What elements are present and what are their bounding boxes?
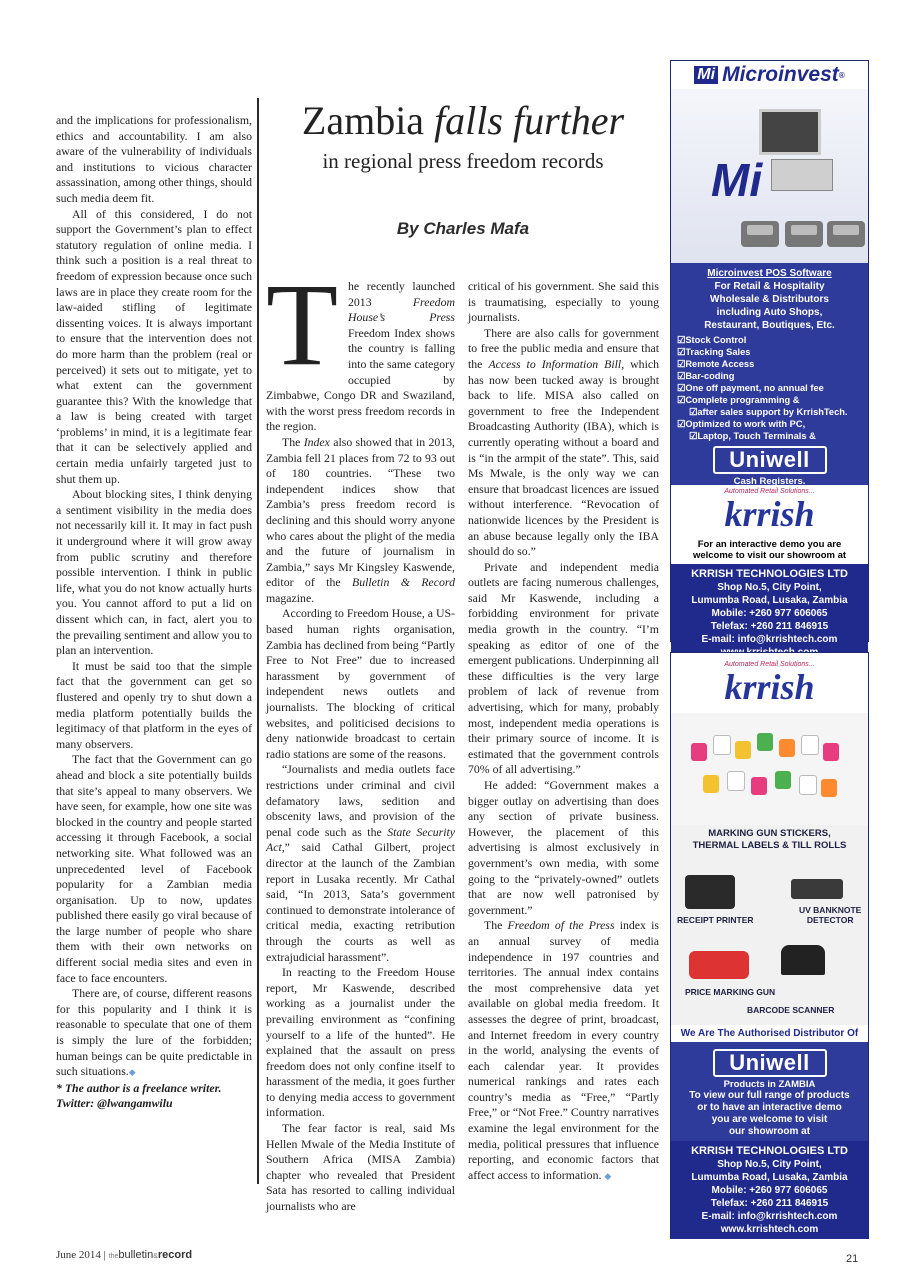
paragraph bbox=[266, 762, 455, 965]
feature-item: ☑ Tracking Sales bbox=[677, 346, 862, 358]
feature-item: ☑ Optimized to work with PC, bbox=[677, 418, 862, 430]
view-line: you are welcome to visit bbox=[711, 1114, 828, 1125]
page-footer bbox=[56, 1249, 192, 1261]
label-roll-icon bbox=[735, 741, 751, 759]
uv-detector-label bbox=[799, 905, 861, 925]
demo-line: welcome to visit our showroom at bbox=[692, 550, 847, 561]
text: “Journalists and media outlets face restrictions under criminal and civil defamatory laws, sedition and obscenity laws, and provision of the penal code such as the bbox=[266, 762, 455, 839]
paragraph: The fact that the Government can go ahead and block a site potentially builds that site’s appeal to many observers. We have seen, for example, how one site was blocked in the country and people started accessing it through Facebook, a social networking site. What followed was an unprecedented level of Facebook popularity for a Zambian media organisation. Up to now, updates published there easily go viral because of the large number of people who share them with their own networks on different social media sites and even in face to face encounters. bbox=[56, 752, 252, 985]
distributor-note: We Are The Authorised Distributor Of bbox=[671, 1025, 868, 1042]
pos-hardware-image bbox=[671, 89, 868, 263]
article-headline bbox=[270, 98, 656, 174]
barcode-scanner-icon bbox=[781, 945, 825, 975]
label-roll-icon bbox=[821, 779, 837, 797]
text-italic: Freedom House’s Press bbox=[348, 294, 455, 325]
ad-line: Wholesale & Distributors bbox=[710, 294, 829, 305]
text: also showed that in 2013, Zambia fell 21 places from 72 to 93 out of 180 countries. “These two independent indices show that Zambia’s press freedom record is declining and this should worry anyone who cares about the plight of the media and the future of journalism in Zambia,” says Mr Kingsley Kaswende, editor of the bbox=[266, 434, 456, 590]
feature-item: ☑ One off payment, no annual fee bbox=[677, 382, 862, 394]
author-twitter: Twitter: @lwangamwilu bbox=[56, 1096, 173, 1111]
receipt-printer-label: RECEIPT PRINTER bbox=[677, 915, 754, 925]
author-note bbox=[56, 1081, 252, 1112]
text: he recently launched 2013 bbox=[348, 279, 455, 309]
uniwell-logo: Uniwell bbox=[713, 1049, 827, 1077]
company-name: KRRISH TECHNOLOGIES LTD bbox=[691, 1145, 848, 1157]
caption-line: THERMAL LABELS & TILL ROLLS bbox=[692, 840, 847, 851]
website-link[interactable]: www.krrishtech.com bbox=[720, 1224, 819, 1235]
address-line: Shop No.5, City Point, bbox=[717, 582, 822, 593]
feature-item: ☑ Stock Control bbox=[677, 334, 862, 346]
article-column-1 bbox=[266, 259, 456, 1215]
uniwell-block bbox=[671, 1042, 868, 1141]
article-column-2 bbox=[468, 279, 659, 1184]
end-diamond-icon: ◆ bbox=[128, 1067, 136, 1078]
paragraph: and the implications for professionalism, ethics and accountability. I am also aware of the vulnerability of individuals and institutions to vicious character assassination, among other things, should such media deem fit. bbox=[56, 113, 252, 205]
pos-terminal-icon bbox=[741, 221, 779, 247]
krrish-tagline: Automated Retail Solutions... bbox=[724, 488, 815, 495]
label-roll-icon bbox=[775, 771, 791, 789]
address-line: Lumumba Road, Lusaka, Zambia bbox=[691, 595, 848, 606]
phone-telefax: Telefax: +260 211 846915 bbox=[710, 1198, 829, 1209]
issue-date: June 2014 bbox=[56, 1249, 101, 1261]
magazine-brand bbox=[109, 1249, 193, 1261]
paragraph: The fear factor is real, said Ms Hellen Mwale of the Media Institute of Southern Africa (MISA Zambia) chapter who revealed that President Sata has resorted to calling individual journalists who are bbox=[266, 1121, 455, 1214]
column-continued bbox=[56, 113, 252, 1112]
text: ” said Cathal Gilbert, project director at the launch of the Zambian report in Lusaka recently. Mr Cathal said, “In 2013, Sata’s government continued to demonstrate intolerance of critical media, exacting retribution through the courts as well as extrajudicial harassment”. bbox=[266, 840, 455, 964]
krrish-logo bbox=[671, 485, 868, 536]
paragraph: He added: “Government makes a bigger outlay on advertising than does any section of private business. However, the placement of this advertising is almost exclusively in government’s own media, with some going to the “privately-owned” outlets that are now well patronised by government.” bbox=[468, 778, 659, 917]
feature-item: ☑ Bar-coding bbox=[677, 370, 862, 382]
text: Freedom Index shows the country is falling into the same category occupied by Zimbabwe, Congo DR and Swaziland, with the worst press freedom records in the region. bbox=[266, 325, 455, 434]
address-line: Shop No.5, City Point, bbox=[717, 1159, 822, 1170]
text-italic: Bulletin & Record bbox=[352, 575, 455, 590]
feature-list bbox=[677, 334, 862, 442]
registered-mark: ® bbox=[838, 70, 845, 80]
text-italic: Freedom of the Press bbox=[507, 918, 615, 933]
label-roll-icon bbox=[691, 743, 707, 761]
brand-bulletin: bulletin bbox=[118, 1249, 154, 1261]
demo-line: For an interactive demo you are bbox=[697, 539, 842, 550]
label-roll-icon bbox=[727, 771, 745, 791]
uniwell-caption: Products in ZAMBIA bbox=[723, 1079, 816, 1090]
feature-item: ☑ Complete programming & bbox=[677, 394, 862, 406]
label-roll-icon bbox=[801, 735, 819, 755]
price-gun-icon bbox=[689, 951, 749, 979]
pos-terminal-icon bbox=[785, 221, 823, 247]
drop-cap: T bbox=[266, 259, 339, 390]
text-italic: State Security Act, bbox=[266, 824, 455, 855]
feature-item: ☑ Remote Access bbox=[677, 358, 862, 370]
labels-caption bbox=[671, 825, 868, 855]
paragraph: All of this considered, I do not support the Government’s plan to effect statutory regulation of online media. I think such a position is a real threat to freedom of expression because once such laws are in place they create room for the law-aided stifling of legitimate dissenting voices. It is always important to ensure that the intervention does not do more harm than the problem (real or perceived) it sets out to mitigate, yet to what extent can the government guarantee this? With the knowledge that a law is being created with target ‘problems’ in mind, it is a legitimate fear that it can be selectively applied and certain media unfairly targeted just to shut them up. bbox=[56, 206, 252, 486]
label-roll-icon bbox=[713, 735, 731, 755]
interactive-demo-note bbox=[671, 536, 868, 564]
barcode-scanner-label: BARCODE SCANNER bbox=[747, 1005, 835, 1015]
label-roll-icon bbox=[823, 743, 839, 761]
phone-mobile: Mobile: +260 977 606065 bbox=[711, 608, 828, 619]
paragraph: In reacting to the Freedom House report, Mr Kaswende, described working as a journalist under the prevailing environment as “confining yourself to a life of the hunted”. He explained that the assault on press freedom does not only confine itself to harassment of the media, it goes further to denying media access to government information. bbox=[266, 965, 455, 1120]
pos-terminal-icon bbox=[827, 221, 865, 247]
headline-main bbox=[270, 98, 656, 144]
uniwell-logo: Uniwell bbox=[713, 446, 827, 474]
microinvest-features bbox=[671, 263, 868, 485]
brand-record: record bbox=[157, 1249, 193, 1261]
uv-line: DETECTOR bbox=[806, 915, 854, 925]
brand-amp: & bbox=[153, 1253, 158, 1260]
paragraph-text: There are, of course, different reasons for this popularity and I think it is reasonable to speculate that one of them is simply the lure of the forbidden; human beings can be quite predictable in such situations. bbox=[56, 986, 252, 1079]
end-diamond-icon: ◆ bbox=[604, 1170, 612, 1181]
company-name: KRRISH TECHNOLOGIES LTD bbox=[691, 568, 848, 580]
ad-line: For Retail & Hospitality bbox=[714, 281, 825, 292]
paragraph: It must be said too that the simple fact that the government can get so flustered and openly try to shut down a media platform potentially builds the legitimacy of that platform in the eyes of many observers. bbox=[56, 658, 252, 751]
address-line: Lumumba Road, Lusaka, Zambia bbox=[691, 1172, 848, 1183]
paragraph bbox=[266, 259, 455, 435]
view-line: To view our full range of products bbox=[689, 1090, 850, 1101]
label-roll-icon bbox=[779, 739, 795, 757]
text: The bbox=[484, 918, 508, 933]
ad-line: including Auto Shops, bbox=[716, 307, 823, 318]
contact-block bbox=[671, 1141, 868, 1239]
contact-block bbox=[671, 564, 868, 662]
krrish-wordmark: krrish bbox=[724, 666, 815, 707]
text: , which has now been tucked away is brought back to life. MISA also called on government to free the Independent Broadcasting Authority (IBA), which is currently operating without a board and is “in the armpit of the state”. This, said Ms Mwale, is the only way we can ensure that broadcast licences are issued without interference. “Revocation of nationwide licences by the President is an abuse because legally only the IBA should do so.” bbox=[468, 356, 659, 559]
label-rolls-image bbox=[671, 713, 868, 825]
paragraph: Private and independent media outlets are facing numerous challenges, said Mr Kaswende, including a forbidding environment for private media growth in the country. “I’m speaking as editor of one of the emergent publications. Underpinning all these difficulties is the very large problem of lack of revenue from advertising, which for many, probably most, independent media operations is their primary source of income. It is estimated that the government controls 70% of all advertising.” bbox=[468, 559, 659, 777]
feature-item-continued: ☑ Laptop, Touch Terminals & bbox=[677, 430, 862, 442]
paragraph bbox=[56, 986, 252, 1081]
caption-line: MARKING GUN STICKERS, bbox=[708, 828, 831, 839]
equipment-image bbox=[671, 855, 868, 1025]
krrish-logo bbox=[671, 653, 868, 713]
paragraph bbox=[468, 918, 659, 1184]
receipt-printer-icon bbox=[685, 875, 735, 909]
cash-drawer-icon bbox=[771, 159, 833, 191]
krrish-tagline: Automated Retail Solutions... bbox=[724, 660, 815, 668]
headline-text: Zambia bbox=[301, 98, 435, 143]
label-roll-icon bbox=[751, 777, 767, 795]
krrish-products-ad bbox=[670, 652, 869, 1239]
paragraph bbox=[266, 435, 455, 607]
brand-the: the bbox=[108, 1253, 119, 1260]
label-roll-icon bbox=[757, 733, 773, 751]
microinvest-logo bbox=[671, 61, 868, 89]
mi-logo-large: Mi bbox=[711, 154, 763, 206]
krrish-wordmark: krrish bbox=[724, 494, 815, 534]
uv-line: UV BANKNOTE bbox=[799, 905, 862, 915]
label-roll-icon bbox=[703, 775, 719, 793]
text: The bbox=[282, 434, 304, 449]
ad-title: Microinvest POS Software bbox=[707, 268, 832, 279]
paragraph: According to Freedom House, a US-based human rights organisation, Zambia has declined from being “Partly Free to Not Free” due to increased harassment by government of independent news outlets and journalists. The blocking of critical websites, and politicised decisions to deny nationwide broadcast to certain radio stations are some of the reasons. bbox=[266, 606, 456, 761]
byline: By Charles Mafa bbox=[396, 219, 530, 238]
paragraph: About blocking sites, I think denying a sentiment visibility in the media does not necessarily kill it. It may in fact push it underground where it will grow away from public scrutiny and therefore possible intervention. I think in public life, what you do not know actually hurts you. You cannot afford to put a lid on dissent which can, in fact, alert you to the prevailing sentiment and allow you to plan an intervention. bbox=[56, 487, 252, 658]
text: There are also calls for government to free the public media and ensure that the bbox=[468, 325, 659, 371]
page-number: 21 bbox=[846, 1253, 859, 1265]
phone-telefax: Telefax: +260 211 846915 bbox=[710, 621, 829, 632]
text: magazine. bbox=[266, 590, 315, 605]
monitor-icon bbox=[759, 109, 821, 155]
microinvest-ad bbox=[670, 60, 869, 645]
view-line: or to have an interactive demo bbox=[697, 1102, 842, 1113]
uv-detector-icon bbox=[791, 879, 843, 899]
label-roll-icon bbox=[799, 775, 817, 795]
uniwell-caption: Cash Registers. bbox=[733, 476, 806, 487]
paragraph: critical of his government. She said this is traumatising, especially to young journalists. bbox=[468, 279, 659, 325]
paragraph bbox=[468, 326, 659, 560]
text-italic: Index bbox=[303, 434, 330, 449]
email-link[interactable]: E-mail: info@krrishtech.com bbox=[701, 1211, 838, 1222]
author-note-line: * The author is a freelance writer. bbox=[56, 1080, 222, 1095]
text-italic: Access to Information Bill bbox=[488, 356, 622, 371]
phone-mobile: Mobile: +260 977 606065 bbox=[711, 1185, 828, 1196]
footer-separator: | bbox=[103, 1249, 106, 1261]
feature-item-continued: ☑ after sales support by KrrishTech. bbox=[677, 406, 862, 418]
view-line: our showroom at bbox=[728, 1126, 811, 1137]
price-gun-label: PRICE MARKING GUN bbox=[685, 987, 776, 997]
headline-italic: falls further bbox=[434, 98, 625, 143]
logo-text: Microinvest bbox=[722, 63, 839, 86]
logo-mark: Mi bbox=[694, 66, 718, 84]
headline-sub: in regional press freedom records bbox=[322, 149, 604, 173]
email-link[interactable]: E-mail: info@krrishtech.com bbox=[701, 634, 838, 645]
ad-line: Restaurant, Boutiques, Etc. bbox=[704, 320, 835, 331]
column-divider bbox=[257, 98, 259, 1184]
text: index is an annual survey of media independence in 197 countries and territories. The annual index contains the most comprehensive data yet available on global media freedom. It assesses the degree of print, broadcast, and Internet freedom in every country in the world, analysing the events of each calendar year. It provides numerical rankings and rates each country’s media as “Free,” “Partly Free,” or “Not Free.” Country narratives examine the legal environment for the media, political pressures that influence reporting, and economic factors that affect access to information. bbox=[468, 918, 659, 1182]
